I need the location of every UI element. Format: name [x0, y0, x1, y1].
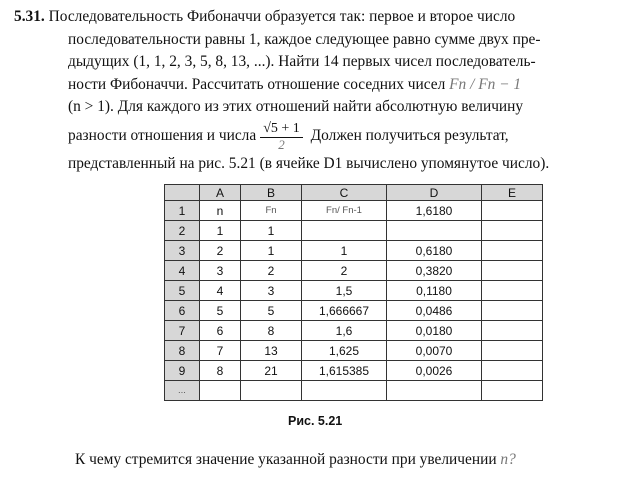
row-header: 7: [165, 321, 200, 341]
cell-c: [302, 221, 387, 241]
cell-e: [482, 341, 543, 361]
table-row: [165, 381, 543, 401]
fraction-numerator: √5 + 1: [260, 121, 303, 138]
problem-line-7: представленный на рис. 5.21 (в ячейке D1 вычислено упомянутое число).: [68, 154, 550, 172]
cell-d: 0,6180: [387, 241, 482, 261]
column-header-e: E: [482, 185, 543, 201]
cell-a: 1: [200, 221, 241, 241]
table-row: [165, 241, 543, 261]
cell-e: [482, 321, 543, 341]
cell-c: [302, 381, 387, 401]
cell-e1: [482, 201, 543, 221]
figure-caption: Рис. 5.21: [288, 414, 343, 428]
table-row: [165, 281, 543, 301]
cell-b: [241, 381, 302, 401]
cell-e: [482, 381, 543, 401]
cell-a: 5: [200, 301, 241, 321]
row-header: 6: [165, 301, 200, 321]
problem-text-1: Последовательность Фибоначчи образуется так: первое и второе число: [48, 8, 516, 25]
cell-b: 8: [241, 321, 302, 341]
row-header: 2: [165, 221, 200, 241]
cell-c: 1,6: [302, 321, 387, 341]
cell-a: [200, 381, 241, 401]
cell-d: 0,0070: [387, 341, 482, 361]
cell-a: 4: [200, 281, 241, 301]
cell-a: 2: [200, 241, 241, 261]
cell-a: 6: [200, 321, 241, 341]
problem-number: 5.31.: [14, 8, 45, 25]
question-body: К чему стремится значение указанной разности при увеличении: [75, 451, 497, 468]
corner-cell: [165, 185, 200, 201]
question-variable: n?: [500, 451, 516, 468]
cell-d1: 1,6180: [387, 201, 482, 221]
problem-line-6: [14, 119, 612, 153]
cell-b1: Fn: [241, 201, 302, 221]
cell-c: 1,5: [302, 281, 387, 301]
cell-e: [482, 221, 543, 241]
cell-a: 7: [200, 341, 241, 361]
problem-line-5: (n > 1). Для каждого из этих отношений найти абсолютную величину: [68, 98, 524, 116]
table-row: [165, 261, 543, 281]
row-header: 5: [165, 281, 200, 301]
cell-e: [482, 241, 543, 261]
cell-b: 2: [241, 261, 302, 281]
cell-c: 2: [302, 261, 387, 281]
row-header: 9: [165, 361, 200, 381]
problem-text: [14, 6, 612, 176]
cell-e: [482, 301, 543, 321]
table-row: [165, 221, 543, 241]
cell-b: 21: [241, 361, 302, 381]
problem-text-6a: разности отношения и числа: [68, 126, 257, 144]
table-row: [165, 321, 543, 341]
cell-c1: Fn/ Fn-1: [302, 201, 387, 221]
problem-text-6b: Должен получиться результат,: [310, 126, 509, 144]
column-header-c: C: [302, 185, 387, 201]
cell-a1: n: [200, 201, 241, 221]
table-row: [165, 341, 543, 361]
cell-b: 1: [241, 241, 302, 261]
cell-c: 1,615385: [302, 361, 387, 381]
column-header-b: B: [241, 185, 302, 201]
cell-c: 1,666667: [302, 301, 387, 321]
table-row: [165, 301, 543, 321]
cell-b: 5: [241, 301, 302, 321]
row-header: ...: [165, 381, 200, 401]
problem-line-1: [14, 6, 612, 29]
cell-b: 13: [241, 341, 302, 361]
problem-line-4: [14, 74, 612, 97]
column-header-d: D: [387, 185, 482, 201]
cell-b: 3: [241, 281, 302, 301]
problem-text-4: ности Фибоначчи. Рассчитать отношение соседних чисел: [68, 75, 446, 93]
row-header: 8: [165, 341, 200, 361]
cell-d: 0,1180: [387, 281, 482, 301]
cell-e: [482, 361, 543, 381]
table-row: [165, 201, 543, 221]
column-header-a: A: [200, 185, 241, 201]
golden-ratio-fraction: [260, 121, 303, 152]
problem-line-2: последовательности равны 1, каждое следующее равно сумме двух пре-: [68, 30, 541, 48]
cell-d: [387, 381, 482, 401]
cell-e: [482, 261, 543, 281]
cell-e: [482, 281, 543, 301]
row-header: 3: [165, 241, 200, 261]
ratio-formula: Fn / Fn − 1: [449, 75, 522, 93]
row-header: 4: [165, 261, 200, 281]
cell-c: 1: [302, 241, 387, 261]
table-row: [165, 361, 543, 381]
problem-line-3: дыдущих (1, 1, 2, 3, 5, 8, 13, ...). Найти 14 первых чисел последователь-: [68, 53, 536, 71]
cell-d: 0,0486: [387, 301, 482, 321]
cell-a: 8: [200, 361, 241, 381]
question-text: [75, 451, 516, 469]
cell-c: 1,625: [302, 341, 387, 361]
cell-b: 1: [241, 221, 302, 241]
cell-a: 3: [200, 261, 241, 281]
row-header: 1: [165, 201, 200, 221]
fraction-denominator: 2: [278, 136, 285, 152]
cell-d: 0,3820: [387, 261, 482, 281]
cell-d: [387, 221, 482, 241]
cell-d: 0,0180: [387, 321, 482, 341]
column-header-row: [165, 185, 543, 201]
spreadsheet-figure: [164, 184, 543, 401]
cell-d: 0,0026: [387, 361, 482, 381]
